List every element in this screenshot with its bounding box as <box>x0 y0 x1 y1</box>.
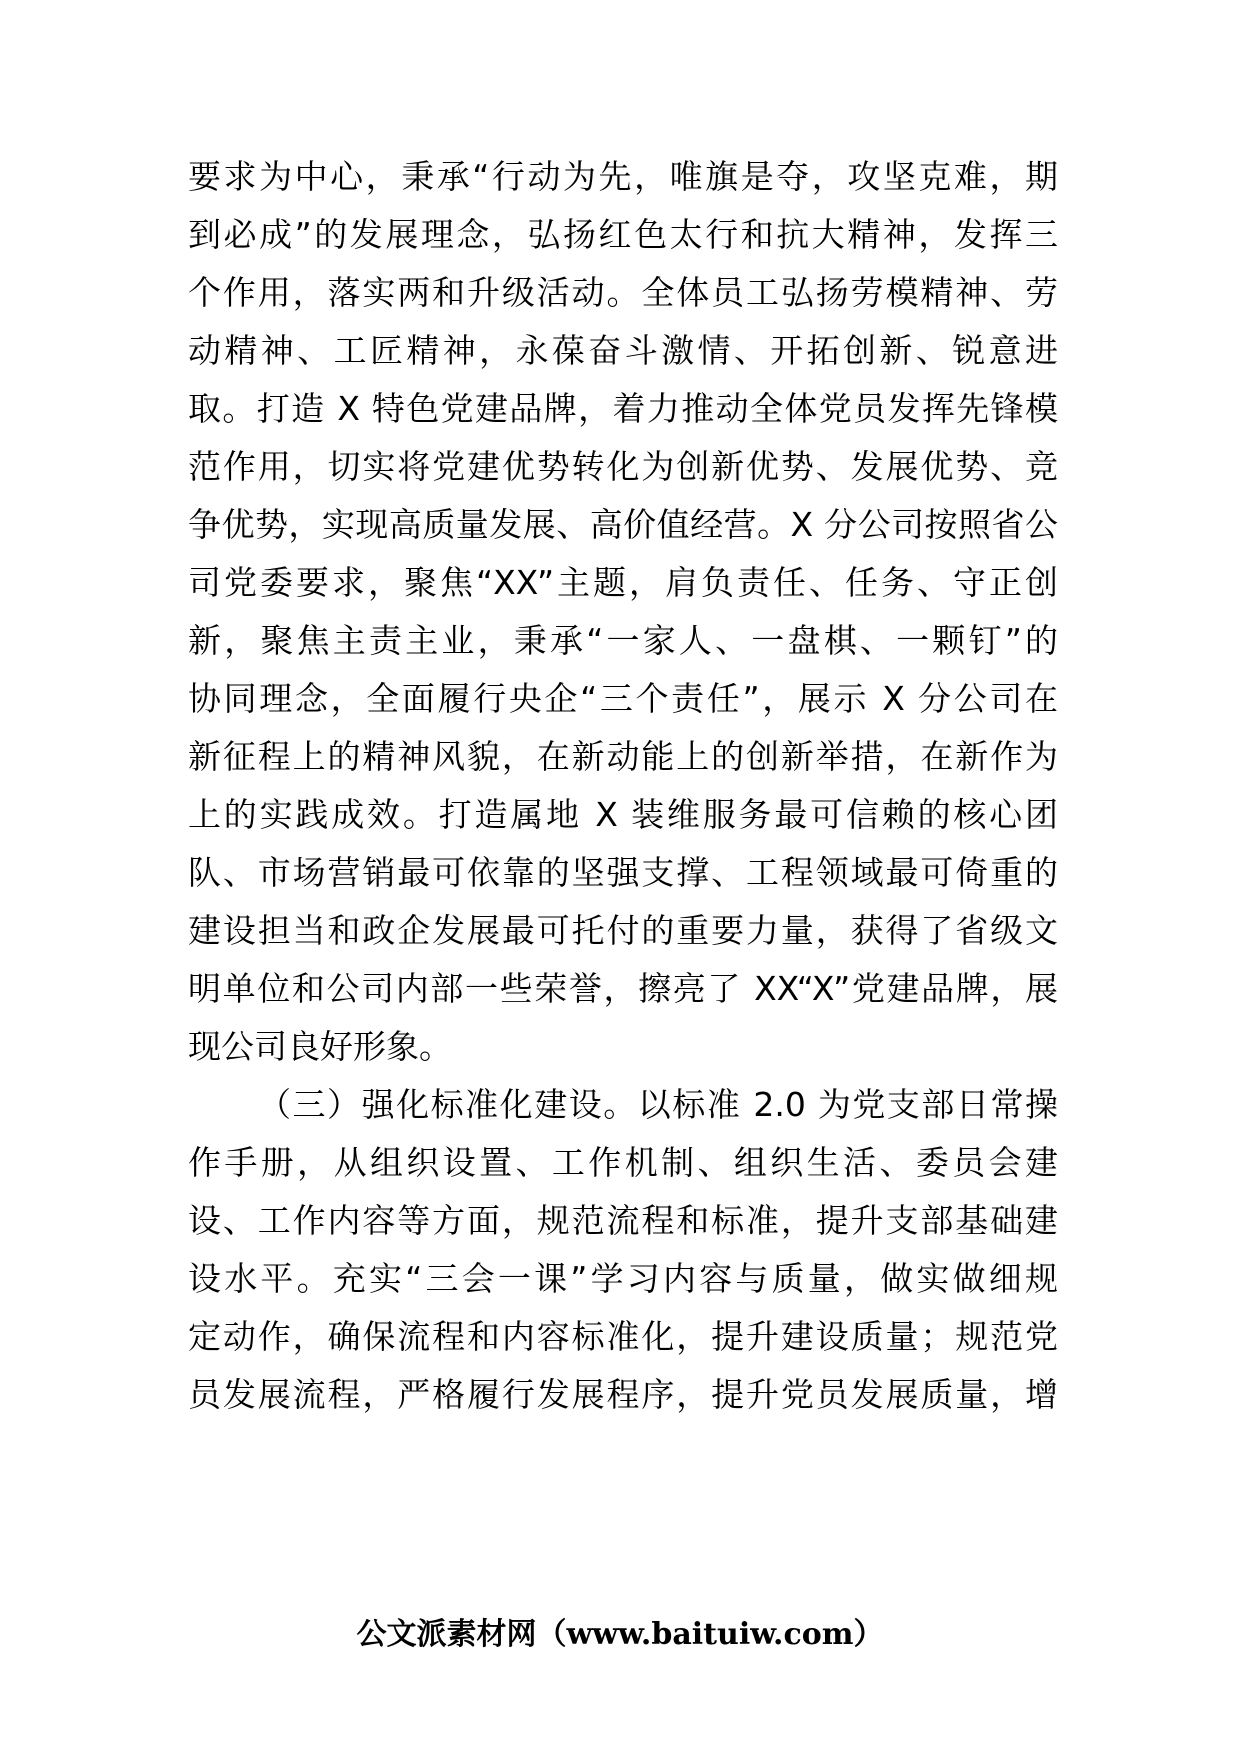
paragraph-2-line-2: 作手册，从组织设置、工作机制、组织生活、委员会建 <box>188 1143 1058 1182</box>
paragraph-1-line-16: 现公司良好形象。 <box>188 1027 452 1066</box>
paragraph-1-line-9: 新，聚焦主责主业，秉承“一家人、一盘棋、一颗钉”的 <box>188 621 1058 660</box>
paragraph-2-line-5: 定动作，确保流程和内容标准化，提升建设质量；规范党 <box>188 1317 1058 1356</box>
paragraph-1-line-4: 动精神、工匠精神，永葆奋斗激情、开拓创新、锐意进 <box>188 331 1058 370</box>
paragraph-1-line-1: 要求为中心，秉承“行动为先，唯旗是夺，攻坚克难，期 <box>188 157 1058 196</box>
paragraph-1-line-2: 到必成”的发展理念，弘扬红色太行和抗大精神，发挥三 <box>188 215 1058 254</box>
paragraph-1-line-6: 范作用，切实将党建优势转化为创新优势、发展优势、竞 <box>188 447 1058 486</box>
paragraph-1-line-15: 明单位和公司内部一些荣誉，擦亮了 XX“X”党建品牌，展 <box>188 969 1058 1008</box>
paragraph-1-line-12: 上的实践成效。打造属地 X 装维服务最可信赖的核心团 <box>188 795 1058 834</box>
paragraph-1-line-7: 争优势，实现高质量发展、高价值经营。X 分公司按照省公 <box>188 505 1058 544</box>
paragraph-1-line-3: 个作用，落实两和升级活动。全体员工弘扬劳模精神、劳 <box>188 273 1058 312</box>
paragraph-1-line-8: 司党委要求，聚焦“XX”主题，肩负责任、任务、守正创 <box>188 563 1058 602</box>
paragraph-1-line-14: 建设担当和政企发展最可托付的重要力量，获得了省级文 <box>188 911 1058 950</box>
footer-watermark-text: 公文派素材网（www.baituiw.com） <box>356 1617 884 1652</box>
paragraph-2-line-1: （三）强化标准化建设。以标准 2.0 为党支部日常操 <box>258 1085 1058 1124</box>
paragraph-2-line-6: 员发展流程，严格履行发展程序，提升党员发展质量，增 <box>188 1375 1058 1414</box>
paragraph-1-line-5: 取。打造 X 特色党建品牌，着力推动全体党员发挥先锋模 <box>188 389 1058 428</box>
paragraph-1-line-10: 协同理念，全面履行央企“三个责任”，展示 X 分公司在 <box>188 679 1058 718</box>
paragraph-1-line-13: 队、市场营销最可依靠的坚强支撑、工程领域最可倚重的 <box>188 853 1058 892</box>
paragraph-2-line-3: 设、工作内容等方面，规范流程和标准，提升支部基础建 <box>188 1201 1058 1240</box>
paragraph-1-line-11: 新征程上的精神风貌，在新动能上的创新举措，在新作为 <box>188 737 1058 776</box>
paragraph-2-line-4: 设水平。充实“三会一课”学习内容与质量，做实做细规 <box>188 1259 1058 1298</box>
